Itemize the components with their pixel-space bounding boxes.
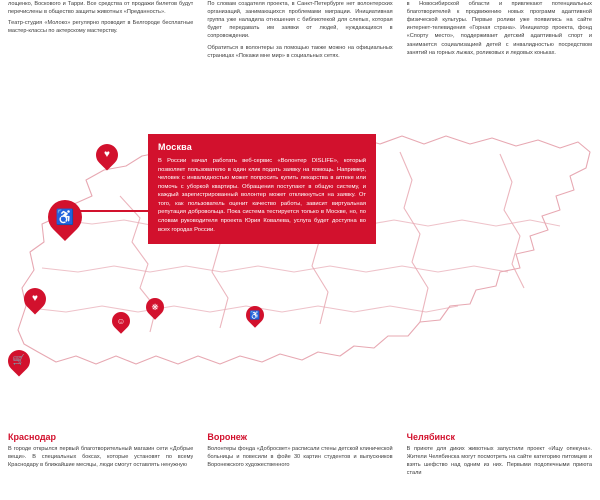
paragraph: Обратиться в волонтеры за помощью также можно на официальных страницах «Покажи мне мир» в социальных сетях. — [207, 44, 393, 59]
top-column-left — [8, 0, 193, 92]
callout-connector — [78, 210, 148, 212]
city-block-krasnodar — [8, 432, 193, 500]
top-text-columns — [0, 0, 600, 92]
map-pin-novosibirsk[interactable] — [246, 306, 264, 329]
callout-moscow — [148, 134, 376, 244]
city-block-voronezh — [207, 432, 392, 500]
city-title: Челябинск — [406, 432, 455, 442]
map-pin-voronezh[interactable] — [24, 288, 46, 316]
mask-icon: ☺ — [116, 315, 126, 326]
russia-map — [0, 92, 600, 432]
top-column-right — [407, 0, 592, 92]
city-title: Краснодар — [8, 432, 57, 442]
map-pin-moscow[interactable] — [48, 200, 82, 242]
city-text: В городе открылся первый благотворительный магазин сети «Добрые вещи». В специальных боксах, которые установят по всему Краснодару в ближайшие месяцы, люди смогут оставлять ненужную — [8, 446, 194, 469]
callout-title: Москва — [158, 142, 193, 152]
bottom-city-columns — [0, 432, 600, 500]
city-text: Волонтеры фонда «Добросвет» расписали стены детской клинической больницы и повесили в фойе 30 картин студентов и выпускников Воронежского художественного — [207, 446, 393, 469]
wheelchair-icon: ♿ — [249, 309, 261, 320]
paragraph: По словам создателя проекта, в Санкт-Петербурге нет волонтерских организаций, занимающихся проблемами миграции. Инициативная группа уже наладила отношения с библиотекой для слепых, которая будет передавать им заявки от людей, нуждающихся в сопровождении. — [207, 1, 393, 40]
city-title: Воронеж — [207, 432, 248, 442]
cart-icon: 🛒 — [12, 355, 26, 366]
heart-icon: ♥ — [104, 149, 110, 160]
map-pin-chelyabinsk[interactable] — [146, 298, 164, 321]
callout-body: В России начал работать веб-сервис «Волонтер DISLIFE», который позволяет пользователю в один клик подать заявку на помощь. Например, человек с инвалидностью может попросить купить лекарства в аптеке или помочь с уборкой квартиры. Обращения поступают в общую систему, и каждый зарегистрированный волонтер может откликнуться на заявку. От того, как пользователь оценит качество работы, зависит виртуальная репутация добровольца. Пока система тестируется только в Москве, но, по словам руководителя проекта Юрия Ковалева, услуга будет доступна во всех городах России. — [158, 158, 366, 233]
heart-icon: ♥ — [32, 293, 38, 304]
map-pin-krasnodar[interactable] — [8, 350, 30, 378]
paragraph: в Новосибирской области и привлекают потенциальных благотворителей к продвижению новых программ адаптивной физической культуры. Первые ролики уже появились на сайте интернет-телевидения «Горная страна». Инициатор проекта, фонд «Спорту место», поддерживает детский адаптивный спорт и занимается социализацией детей с инвалидностью посредством занятий на горных лыжах, роликовых и ледовых коньках. — [406, 1, 592, 56]
city-text: В приюте для диких животных запустили проект «Ищу опекуна». Жители Челябинска могут посмотреть на сайте категорию питомцев и взять шефство над одним из них. Первыми подопечными приюта стали — [406, 446, 592, 477]
paragraph: Театр-студия «Молоко» регулярно проводит в Белгороде бесплатные мастер-классы по актерскому мастерству. — [8, 20, 194, 35]
map-pin-saint-petersburg[interactable] — [96, 144, 118, 172]
paragraph: лощенко, Воскового и Тарри. Все средства от продажи билетов будут перечислены в общество защиты животных «Преданность». — [8, 1, 194, 16]
map-pin-belgorod[interactable] — [112, 312, 130, 335]
city-block-chelyabinsk — [407, 432, 592, 500]
top-column-center — [207, 0, 392, 92]
paw-icon: ❋ — [151, 301, 159, 312]
wheelchair-icon: ♿ — [55, 208, 75, 226]
